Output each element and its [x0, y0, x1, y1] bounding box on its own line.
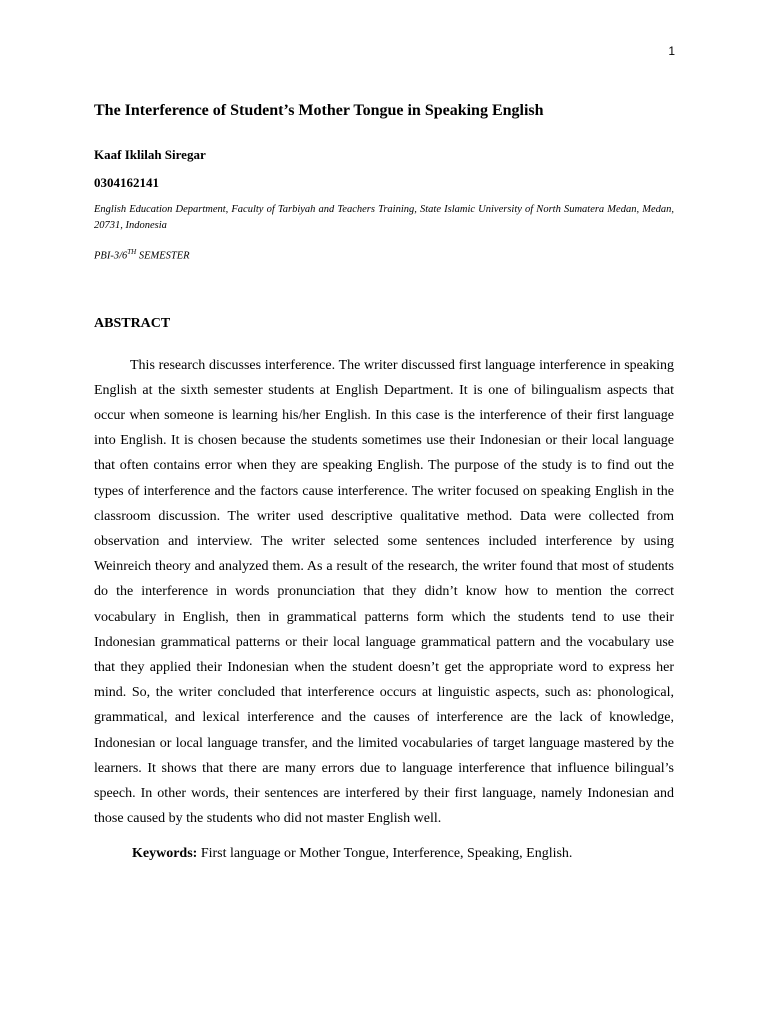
- paper-title: The Interference of Student’s Mother Tongue in Speaking English: [94, 102, 544, 119]
- author-name: Kaaf Iklilah Siregar: [94, 147, 206, 162]
- semester-suffix: SEMESTER: [136, 250, 190, 262]
- semester-superscript: TH: [127, 248, 137, 256]
- keywords-text: First language or Mother Tongue, Interference, Speaking, English.: [197, 846, 573, 862]
- paper-content: [94, 100, 674, 864]
- author-affiliation: English Education Department, Faculty of Tarbiyah and Teachers Training, State Islamic University of North Sumatera Medan, Medan, 20731, Indonesia: [94, 204, 674, 231]
- keywords-line: [94, 844, 674, 864]
- abstract-heading: ABSTRACT: [94, 315, 171, 331]
- page-number: 1: [668, 44, 675, 58]
- semester-info: [94, 244, 674, 265]
- abstract-body: This research discusses interference. The writer discussed first language interference in speaking English at the sixth semester students at English Department. It is one of bilingualism aspects that occur when someone is learning his/her English. In this case is the interference of their first language into English. It is chosen because the students sometimes use their Indonesian or their local language that often contains error when they are speaking English. The purpose of the study is to find out the types of interference and the factors cause interference. The writer focused on speaking English in the classroom discussion. The writer used descriptive qualitative method. Data were collected from observation and interview. The writer selected some sentences included interference by using Weinreich theory and analyzed them. As a result of the research, the writer found that most of students do the interference in words pronunciation that they didn’t know how to mention the correct vocabulary in English, then in grammatical patterns form which the students tend to use their Indonesian grammatical patterns or their local language grammatical pattern and the vocabulary use that they applied their Indonesian when the student doesn’t get the appropriate word to express her mind. So, the writer concluded that interference occurs at linguistic aspects, such as: phonological, grammatical, and lexical interference and the causes of interference are the lack of knowledge, Indonesian or local language transfer, and the limited vocabularies of target language mastered by the learners. It shows that there are many errors due to language interference that influence bilingual’s speech. In other words, their sentences are interfered by their first language, namely Indonesian and those caused by the students who did not master English well.: [94, 357, 674, 827]
- student-id: 0304162141: [94, 175, 159, 190]
- keywords-label: Keywords:: [132, 846, 198, 862]
- semester-prefix: PBI-3/6: [94, 250, 128, 262]
